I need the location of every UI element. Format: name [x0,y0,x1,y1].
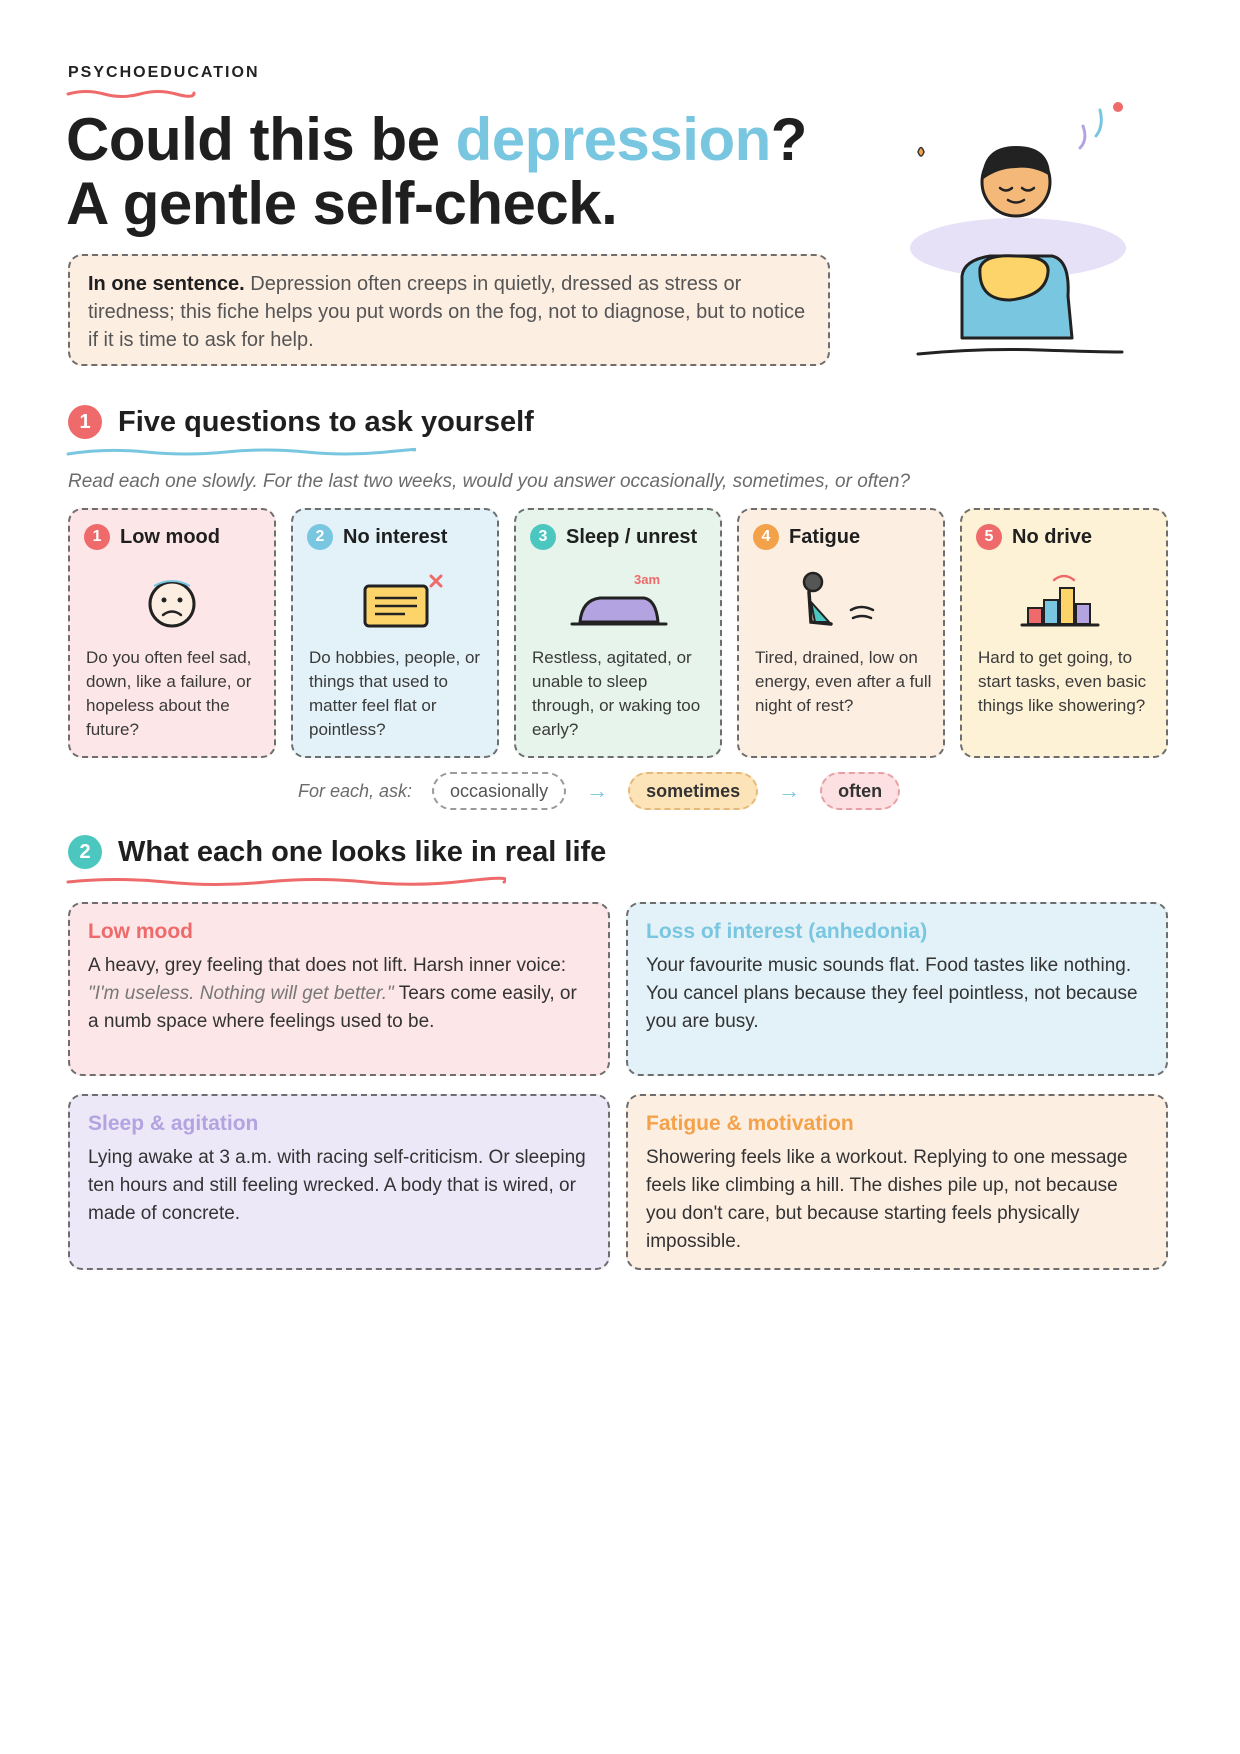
card-badge: 3 [530,524,556,550]
section1-number: 1 [68,405,102,439]
card-badge: 4 [753,524,779,550]
bed-3am-icon [516,568,720,638]
detail-text-after: Tears come easily, or a numb space where feelings used to be. [88,983,577,1032]
card-question: Tired, drained, low on energy, even after a full night of rest? [755,648,932,715]
title-part2: ? [770,106,807,173]
summary-text: Depression often creeps in quietly, dressed as stress or tiredness; this fiche helps you put words on the fog, not to diagnose, but to notice if it is time to ask for help. [88,273,806,351]
detail-loss-of-interest [626,902,1168,1076]
arrow-right-icon: → [586,778,609,803]
question-cards [68,508,1168,758]
title-line2: A gentle self-check. [66,170,618,237]
card-title: Sleep / unrest [566,525,698,548]
low-bars-icon [962,568,1166,638]
section2-underline [66,876,506,888]
summary-lead: In one sentence. [88,273,245,295]
arrow-right-icon: → [778,778,801,803]
card-badge: 5 [976,524,1002,550]
detail-text: Your favourite music sounds flat. Food tastes like nothing. You cancel plans because they feel pointless, not because you are busy. [646,955,1138,1032]
card-question: Restless, agitated, or unable to sleep through, or waking too early? [532,648,701,739]
card-question: Do you often feel sad, down, like a failure, or hopeless about the future? [86,648,252,739]
card-title: Fatigue [789,525,861,548]
detail-text: Lying awake at 3 a.m. with racing self-criticism. Or sleeping ten hours and still feeling wrecked. A body that is wired, or made of concrete. [88,1147,586,1224]
detail-fatigue-motivation [626,1094,1168,1270]
section2-number: 2 [68,835,102,869]
section1-heading [68,405,534,439]
kicker: PSYCHOEDUCATION [68,64,260,81]
frequency-scale [298,772,900,810]
detail-title: Sleep & agitation [88,1112,259,1135]
detail-title: Fatigue & motivation [646,1112,854,1135]
detail-low-mood [68,902,610,1076]
section1-instruction: Read each one slowly. For the last two weeks, would you answer occasionally, sometimes, or often? [68,471,911,492]
inner-voice-quote: "I'm useless. Nothing will get better." [88,983,394,1004]
detail-text-before: A heavy, grey feeling that does not lift. Harsh inner voice: [88,955,567,976]
detail-title: Loss of interest (anhedonia) [646,920,928,943]
clock-label: 3am [634,572,661,587]
page-title [66,108,807,236]
title-part1: Could this be [66,106,456,173]
detail-text [88,952,590,1036]
card-title: No interest [343,525,448,548]
card-badge: 1 [84,524,110,550]
scale-pill-often: often [820,772,900,810]
detail-sleep-agitation [68,1094,610,1270]
card-badge: 2 [307,524,333,550]
detail-title: Low mood [88,920,193,943]
detail-text: Showering feels like a workout. Replying to one message feels like climbing a hill. The dishes pile up, not because you don't care, but because starting feels physically impossible. [646,1147,1128,1252]
question-card-fatigue [737,508,945,758]
crossed-note-icon [293,568,497,638]
sad-face-icon [70,568,274,638]
summary-box [68,254,830,366]
question-card-sleep [514,508,722,758]
title-accent: depression [455,106,771,173]
card-title: No drive [1012,525,1093,548]
tired-figure-icon [739,568,943,638]
kicker-underline [66,88,196,100]
scale-lead: For each, ask: [298,780,413,801]
section1-underline [66,446,416,458]
scale-pill-occasionally: occasionally [432,772,566,810]
question-card-no-drive [960,508,1168,758]
section2-title: What each one looks like in real life [118,835,607,868]
section1-title: Five questions to ask yourself [118,405,534,438]
scale-pill-sometimes: sometimes [628,772,758,810]
card-question: Hard to get going, to start tasks, even basic things like showering? [978,648,1147,715]
section2-heading [68,835,606,869]
calm-person-icon [900,96,1140,366]
question-card-no-interest [291,508,499,758]
card-question: Do hobbies, people, or things that used to matter feel flat or pointless? [309,648,481,739]
question-card-low-mood [68,508,276,758]
card-title: Low mood [120,525,220,548]
